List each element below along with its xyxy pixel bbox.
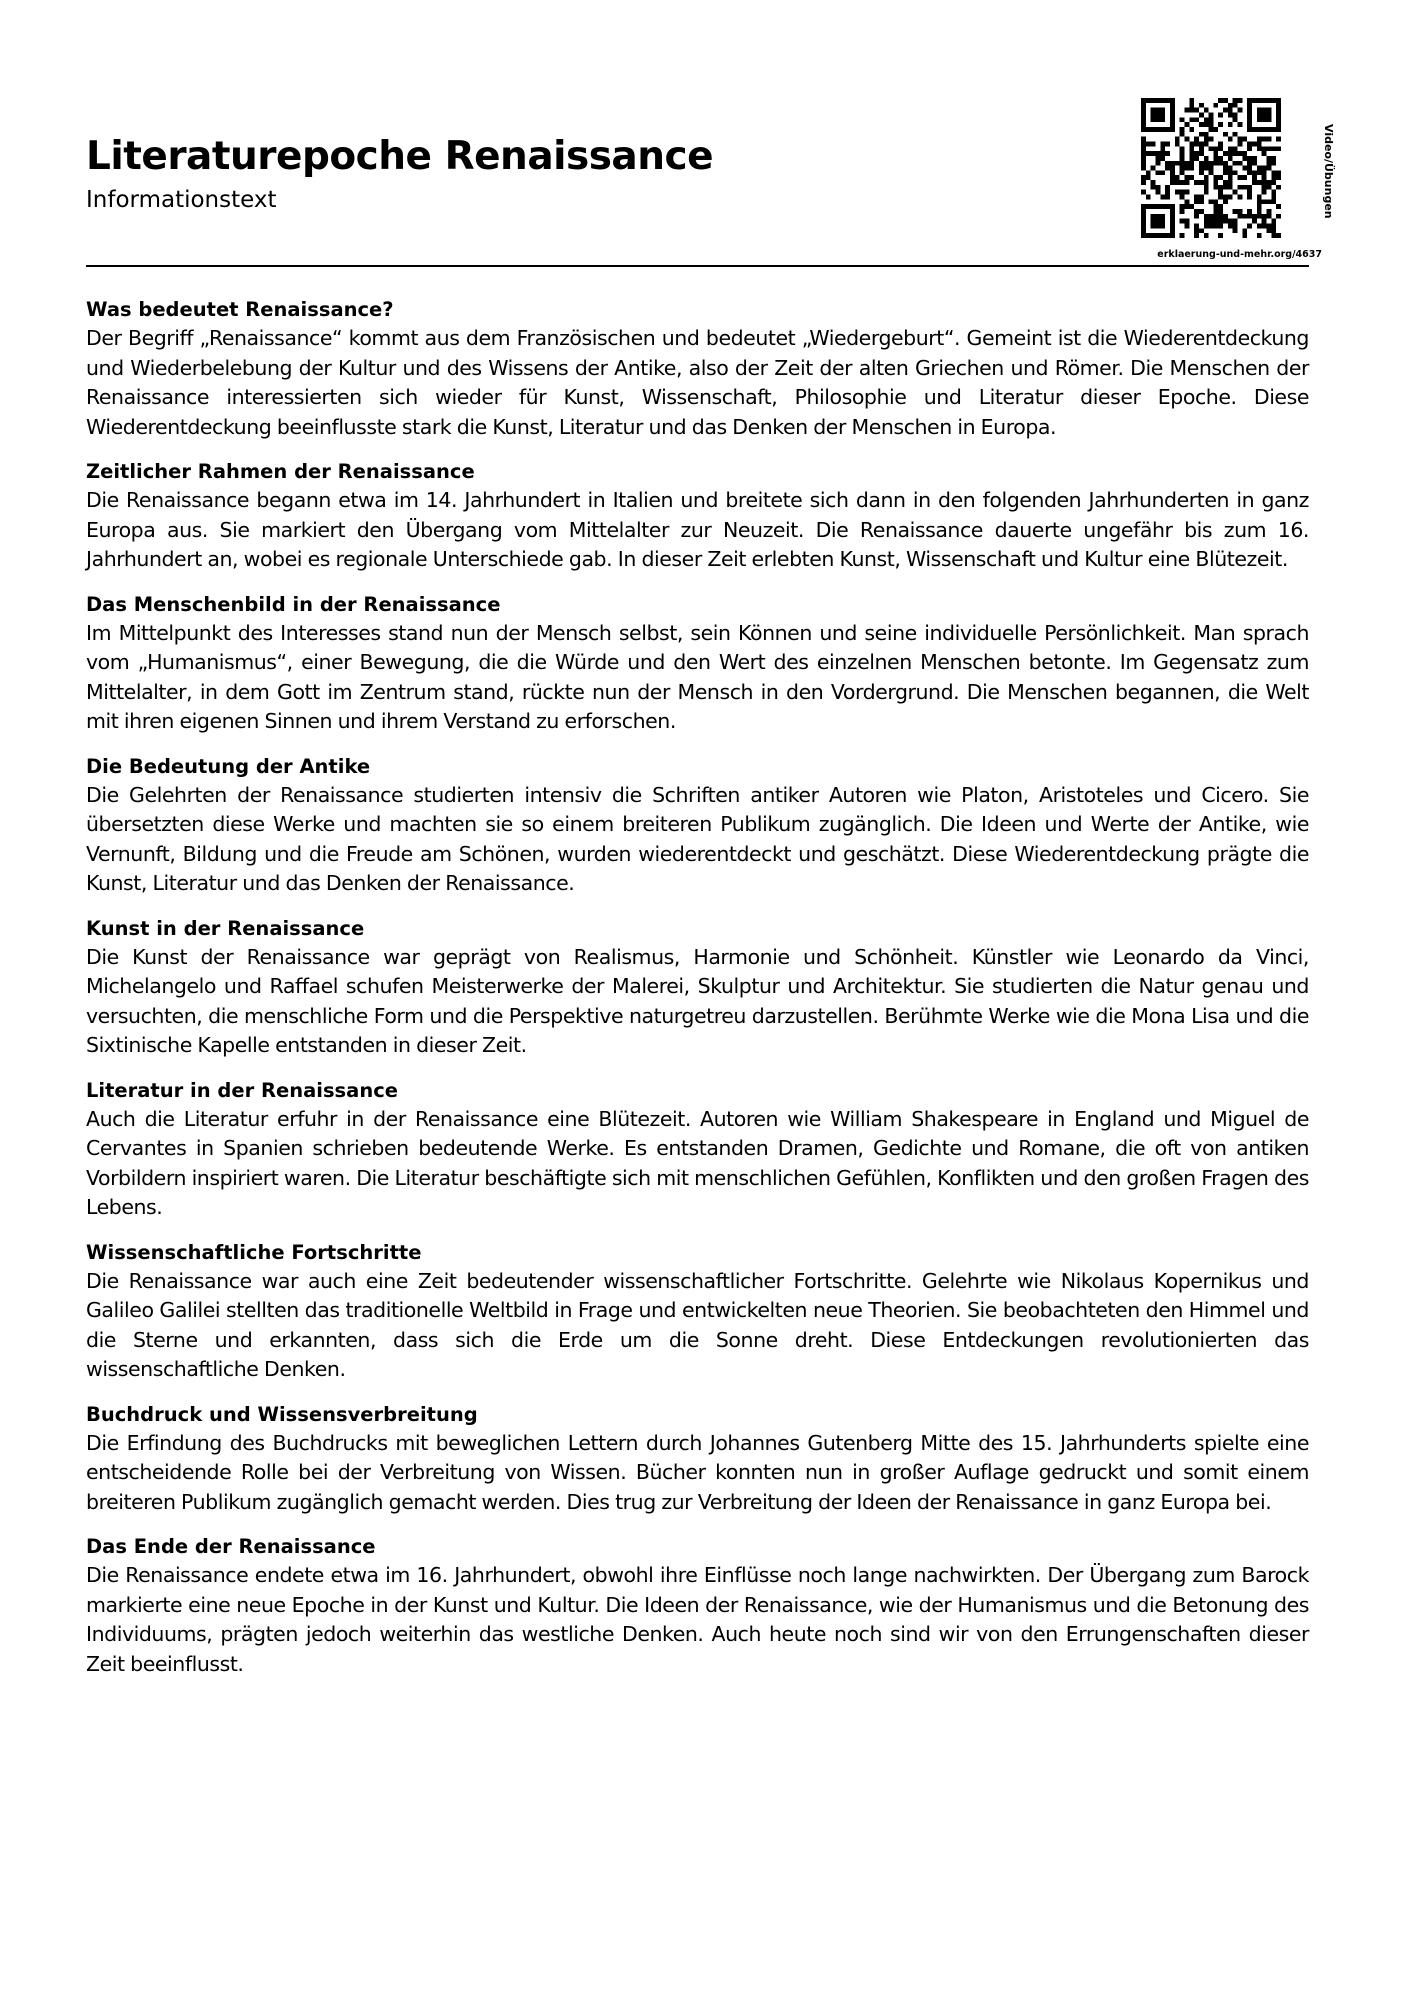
section-buchdruck	[86, 1401, 1309, 1518]
section-heading: Kunst in der Renaissance	[86, 916, 365, 940]
section-heading: Literatur in der Renaissance	[86, 1078, 398, 1102]
section-menschenbild	[86, 591, 1309, 737]
qr-url-link[interactable]: erklaerung-und-mehr.org/4637	[1157, 249, 1322, 260]
section-paragraph: Die Renaissance war auch eine Zeit bedeutender wissenschaftlicher Fortschritte. Gelehrte wie Nikolaus Kopernikus und Galileo Galilei stellten das traditionelle Weltbild in Frage und entwickelten neue Theorien. Sie beobachteten den Himmel und die Sterne und erkannten, dass sich die Erde um die Sonne dreht. Diese Entdeckungen revolutionierten das wissenschaftliche Denken.	[86, 1268, 1309, 1381]
section-heading: Was bedeutet Renaissance?	[86, 298, 394, 321]
page-subtitle: Informationstext	[86, 187, 277, 213]
section-ende	[86, 1533, 1309, 1679]
header-divider	[86, 265, 1309, 267]
section-paragraph: Der Begriff „Renaissance“ kommt aus dem Französischen und bedeutet „Wiedergeburt“. Gemeint ist die Wiederentdeckung und Wiederbelebung der Kultur und des Wissens der Antike, also der Zeit der alten Griechen und Römer. Die Menschen der Renaissance interessierten sich wieder für Kunst, Wissenschaft, Philosophie und Literatur dieser Epoche. Diese Wiederentdeckung beeinflusste stark die Kunst, Literatur und das Denken der Menschen in Europa.	[86, 326, 1309, 439]
section-literatur	[86, 1077, 1309, 1223]
qr-code-icon[interactable]	[1141, 98, 1281, 238]
info-text-content	[86, 296, 1309, 1695]
section-heading: Buchdruck und Wissensverbreitung	[86, 1402, 478, 1426]
worksheet-page	[86, 0, 1335, 2000]
page-header	[86, 0, 1335, 268]
section-heading: Zeitlicher Rahmen der Renaissance	[86, 460, 475, 483]
section-paragraph: Die Gelehrten der Renaissance studierten intensiv die Schriften antiker Autoren wie Platon, Aristoteles und Cicero. Sie übersetzten diese Werke und machten sie so einem breiteren Publikum zugänglich. Die Ideen und Werte der Antike, wie Vernunft, Bildung und die Freude am Schönen, wurden wiederentdeckt und geschätzt. Diese Wiederentdeckung prägte die Kunst, Literatur und das Denken der Renaissance.	[86, 782, 1309, 895]
section-bedeutung-antike	[86, 753, 1309, 899]
section-paragraph: Die Erfindung des Buchdrucks mit beweglichen Lettern durch Johannes Gutenberg Mitte des 15. Jahrhunderts spielte eine entscheidende Rolle bei der Verbreitung von Wissen. Bücher konnten nun in großer Auflage gedruckt und somit einem breiteren Publikum zugänglich gemacht werden. Dies trug zur Verbreitung der Ideen der Renaissance in ganz Europa bei.	[86, 1430, 1309, 1514]
section-heading: Das Menschenbild in der Renaissance	[86, 592, 501, 616]
section-paragraph: Die Renaissance endete etwa im 16. Jahrhundert, obwohl ihre Einflüsse noch lange nachwirkten. Der Übergang zum Barock markierte eine neue Epoche in der Kunst und Kultur. Die Ideen der Renaissance, wie der Humanismus und die Betonung des Individuums, prägten jedoch weiterhin das westliche Denken. Auch heute noch sind wir von den Errungenschaften dieser Zeit beeinflusst.	[86, 1563, 1309, 1676]
section-paragraph: Die Kunst der Renaissance war geprägt von Realismus, Harmonie und Schönheit. Künstler wie Leonardo da Vinci, Michelangelo und Raffael schufen Meisterwerke der Malerei, Skulptur und Architektur. Sie studierten die Natur genau und versuchten, die menschliche Form und die Perspektive naturgetreu darzustellen. Berühmte Werke wie die Mona Lisa und die Sixtinische Kapelle entstanden in dieser Zeit.	[86, 944, 1309, 1057]
section-heading: Die Bedeutung der Antike	[86, 754, 371, 778]
section-paragraph: Im Mittelpunkt des Interesses stand nun der Mensch selbst, sein Können und seine individuelle Persönlichkeit. Man sprach vom „Humanismus“, einer Bewegung, die die Würde und den Wert des einzelnen Menschen betonte. Im Gegensatz zum Mittelalter, in dem Gott im Zentrum stand, rückte nun der Mensch in den Vordergrund. Die Menschen begannen, die Welt mit ihren eigenen Sinnen und ihrem Verstand zu erforschen.	[86, 620, 1309, 733]
section-wissenschaft	[86, 1239, 1309, 1385]
video-exercises-label: Video/Übungen	[1322, 124, 1335, 219]
section-was-bedeutet-renaissance	[86, 296, 1309, 442]
page-title: Literaturepoche Renaissance	[86, 134, 714, 179]
section-paragraph: Die Renaissance begann etwa im 14. Jahrhundert in Italien und breitete sich dann in den folgenden Jahrhunderten in ganz Europa aus. Sie markiert den Übergang vom Mittelalter zur Neuzeit. Die Renaissance dauerte ungefähr bis zum 16. Jahrhundert an, wobei es regionale Unterschiede gab. In dieser Zeit erlebten Kunst, Wissenschaft und Kultur eine Blütezeit.	[86, 488, 1309, 571]
section-heading: Wissenschaftliche Fortschritte	[86, 1240, 422, 1264]
qr-code-graphic	[1141, 98, 1281, 238]
section-zeitlicher-rahmen	[86, 458, 1309, 575]
section-paragraph: Auch die Literatur erfuhr in der Renaissance eine Blütezeit. Autoren wie William Shakespeare in England und Miguel de Cervantes in Spanien schrieben bedeutende Werke. Es entstanden Dramen, Gedichte und Romane, die oft von antiken Vorbildern inspiriert waren. Die Literatur beschäftigte sich mit menschlichen Gefühlen, Konflikten und den großen Fragen des Lebens.	[86, 1106, 1309, 1219]
section-kunst	[86, 915, 1309, 1061]
section-heading: Das Ende der Renaissance	[86, 1535, 376, 1558]
